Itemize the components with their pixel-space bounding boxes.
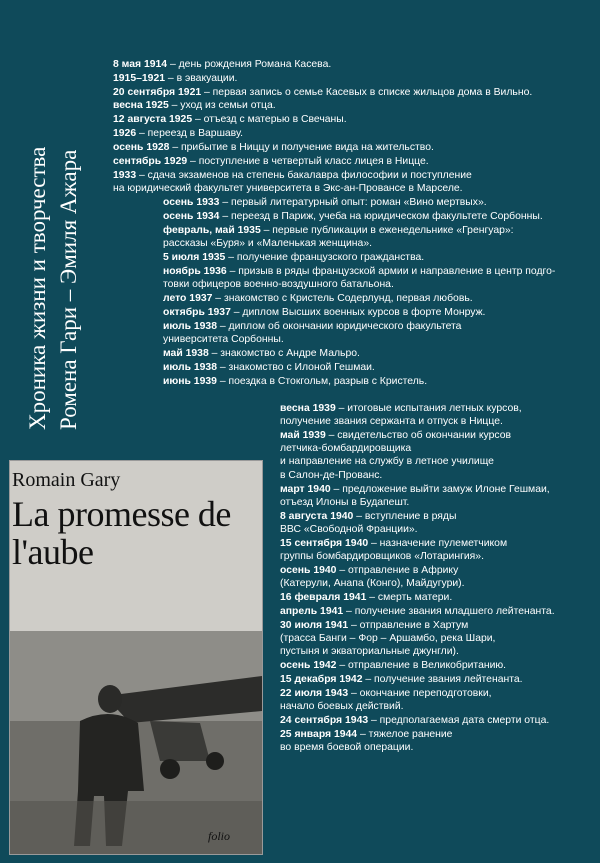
chronology-entry-first-line	[113, 155, 429, 168]
chronology-text: – отправление в Хартум	[348, 620, 469, 631]
chronology-entry-line	[280, 550, 507, 563]
chronology-date: 8 мая 1914	[113, 59, 168, 70]
chronology-date: май 1939	[280, 430, 326, 441]
chronology-text: ВВС «Свободной Франции».	[280, 524, 418, 536]
chronology-text: – знакомство с Кристель Содерлунд, первая любовь.	[212, 293, 473, 304]
chronology-entry-line	[163, 333, 461, 346]
chronology-text: – итоговые испытания летных курсов,	[335, 403, 522, 414]
chronology-entry-first-line	[113, 86, 532, 99]
chronology-text: – тяжелое ранение	[357, 729, 453, 740]
chronology-entry-line	[280, 455, 511, 468]
chronology-text: – в эвакуации.	[165, 73, 238, 84]
chronology-text: рассказы «Буря» и «Маленькая женщина».	[163, 238, 372, 250]
chronology-date: апрель 1941	[280, 606, 344, 617]
chronology-entry-first-line	[163, 265, 555, 278]
cover-title-line-1: La promesse de	[12, 494, 231, 534]
chronology-date: 5 июля 1935	[163, 252, 226, 263]
chronology-date: лето 1937	[163, 293, 213, 304]
chronology-entry-first-line	[163, 320, 461, 333]
chronology-entry-first-line	[280, 714, 549, 727]
chronology-entry	[113, 127, 243, 140]
chronology-text: – предложение выйти замуж Илоне Гешмаи,	[330, 484, 550, 495]
chronology-date: сентябрь 1929	[113, 156, 188, 167]
chronology-date: 1933	[113, 170, 137, 181]
chronology-entry-first-line	[280, 605, 555, 618]
chronology-text: – диплом об окончании юридического факультета	[217, 321, 462, 332]
chronology-entry-first-line	[163, 347, 360, 360]
chronology-text: и направление на службу в летное училище	[280, 456, 494, 468]
chronology-text: – переезд в Варшаву.	[136, 128, 244, 139]
chronology-date: 24 сентября 1943	[280, 715, 369, 726]
chronology-text: – переезд в Париж, учеба на юридическом факультете Сорбонны.	[219, 211, 543, 222]
chronology-date: март 1940	[280, 484, 331, 495]
chronology-text: университета Сорбонны.	[163, 334, 284, 346]
chronology-date: 1926	[113, 128, 137, 139]
chronology-text: получение звания сержанта и отпуск в Ницце.	[280, 416, 503, 428]
chronology-entry-first-line	[113, 72, 237, 85]
chronology-entry	[280, 687, 492, 713]
chronology-text: – призыв в ряды французской армии и направление в центр подго-	[226, 266, 556, 277]
chronology-entry-first-line	[163, 292, 473, 305]
chronology-date: июль 1938	[163, 321, 217, 332]
chronology-date: ноябрь 1936	[163, 266, 227, 277]
chronology-entry	[280, 510, 456, 536]
chronology-entry	[163, 361, 375, 374]
chronology-text: начало боевых действий.	[280, 701, 404, 713]
chronology-date: июль 1938	[163, 362, 217, 373]
chronology-entry	[280, 673, 523, 686]
chronology-entry-first-line	[163, 196, 487, 209]
chronology-text: в Салон-де-Прованс.	[280, 469, 383, 481]
chronology-entry-line	[280, 577, 465, 590]
chronology-entry-first-line	[163, 361, 375, 374]
chronology-entry	[113, 72, 237, 85]
chronology-text: – поступление в четвертый класс лицея в Ницце.	[187, 156, 429, 167]
chronology-text: – вступление в ряды	[353, 511, 457, 522]
cover-author: Romain Gary	[12, 469, 121, 491]
chronology-text: – поездка в Стокгольм, разрыв с Кристель.	[216, 376, 428, 387]
chronology-entry	[163, 347, 360, 360]
chronology-text: товки офицеров военно-воздушного батальона.	[163, 279, 394, 291]
chronology-entry	[280, 591, 452, 604]
chronology-text: – отправление в Великобританию.	[336, 660, 507, 671]
chronology-entry-first-line	[113, 127, 243, 140]
chronology-date: 12 августа 1925	[113, 114, 193, 125]
chronology-text: – предполагаемая дата смерти отца.	[368, 715, 550, 726]
chronology-entry-line	[280, 496, 550, 509]
chronology-text: на юридический факультет университета в Экс-ан-Провансе в Марселе.	[113, 183, 463, 195]
cover-title-line-2: l'aube	[12, 532, 94, 572]
chronology-entry	[280, 537, 507, 563]
chronology-entry-first-line	[113, 58, 331, 71]
publisher-logo: folio	[207, 829, 230, 843]
chronology-entry-first-line	[113, 99, 276, 112]
chronology-entry-first-line	[113, 141, 434, 154]
chronology-date: июнь 1939	[163, 376, 217, 387]
chronology-entry	[113, 155, 429, 168]
chronology-date: февраль, май 1935	[163, 225, 261, 236]
chronology-entry	[113, 58, 331, 71]
chronology-text: – диплом Высших военных курсов в форте Монруж.	[230, 307, 486, 318]
chronology-text: – первые публикации в еженедельнике «Гренгуар»:	[260, 225, 514, 236]
chronology-text: (Катерули, Анапа (Конго), Майдугури).	[280, 578, 465, 590]
chronology-date: 8 августа 1940	[280, 511, 354, 522]
chronology-entry-first-line	[113, 169, 472, 182]
chronology-entry	[280, 659, 506, 672]
chronology-entry-first-line	[163, 224, 514, 237]
chronology-entry-line	[163, 278, 555, 291]
chronology-entry-line	[113, 182, 472, 195]
chronology-text: – получение звания лейтенанта.	[362, 674, 523, 685]
chronology-text: – отправление в Африку	[336, 565, 459, 576]
chronology-entry	[113, 86, 532, 99]
chronology-entry-first-line	[280, 564, 465, 577]
chronology-entry	[163, 375, 427, 388]
chronology-text: – отъезд с матерью в Свечаны.	[192, 114, 347, 125]
chronology-entry-first-line	[163, 251, 424, 264]
chronology-date: 15 декабря 1942	[280, 674, 363, 685]
chronology-date: октябрь 1937	[163, 307, 231, 318]
chronology-text: группы бомбардировщиков «Лотарингия».	[280, 551, 484, 563]
chronology-entry-first-line	[280, 483, 550, 496]
vertical-title-line-1: Хроника жизни и творчества	[25, 146, 50, 430]
chronology-date: осень 1934	[163, 211, 220, 222]
book-cover	[9, 460, 263, 855]
chronology-entry	[280, 714, 549, 727]
chronology-entry-line	[280, 632, 495, 645]
chronology-date: осень 1933	[163, 197, 220, 208]
chronology-entry-line	[280, 442, 511, 455]
chronology-entry	[163, 251, 424, 264]
chronology-entry	[280, 605, 555, 618]
chronology-text: – первая запись о семье Касевых в списке жильцов дома в Вильно.	[201, 87, 533, 98]
chronology-entry	[113, 169, 472, 195]
chronology-date: май 1938	[163, 348, 209, 359]
chronology-entry	[280, 402, 522, 428]
chronology-date: 22 июля 1943	[280, 688, 349, 699]
chronology-date: 20 сентября 1921	[113, 87, 202, 98]
chronology-text: – назначение пулеметчиком	[368, 538, 508, 549]
chronology-text: – первый литературный опыт: роман «Вино мертвых».	[219, 197, 487, 208]
chronology-text: – окончание переподготовки,	[348, 688, 492, 699]
chronology-entry-first-line	[280, 673, 523, 686]
chronology-entry	[280, 429, 511, 482]
chronology-text: (трасса Банги – Фор – Аршамбо, река Шари,	[280, 633, 496, 645]
chronology-date: 16 февраля 1941	[280, 592, 367, 603]
chronology-entry-first-line	[280, 619, 495, 632]
chronology-date: 15 сентября 1940	[280, 538, 369, 549]
chronology-entry	[113, 99, 276, 112]
chronology-text: пустыня и экваториальные джунгли).	[280, 646, 459, 658]
chronology-entry-line	[163, 237, 514, 250]
chronology-text: – знакомство с Андре Мальро.	[208, 348, 360, 359]
chronology-entry-first-line	[163, 375, 427, 388]
chronology-text: – смерть матери.	[366, 592, 453, 603]
chronology-text: отъезд Илоны в Будапешт.	[280, 497, 410, 509]
chronology-entry-line	[280, 645, 495, 658]
chronology-date: весна 1925	[113, 100, 169, 111]
chronology-entry-line	[280, 700, 492, 713]
chronology-text: – прибытие в Ниццу и получение вида на жительство.	[169, 142, 434, 153]
chronology-entry-line	[280, 523, 456, 536]
chronology-entry	[163, 292, 473, 305]
chronology-date: 30 июля 1941	[280, 620, 349, 631]
chronology-date: 1915–1921	[113, 73, 166, 84]
chronology-entry	[163, 320, 461, 346]
chronology-text: – получение французского гражданства.	[225, 252, 425, 263]
chronology-text: – день рождения Романа Касева.	[167, 59, 332, 70]
chronology-entry	[163, 265, 555, 291]
chronology-entry-line	[280, 741, 452, 754]
chronology-date: весна 1939	[280, 403, 336, 414]
chronology-entry-line	[280, 469, 511, 482]
vertical-title-line-2: Ромена Гари – Эмиля Ажара	[56, 149, 81, 430]
chronology-entry-first-line	[280, 429, 511, 442]
chronology-entry	[163, 306, 485, 319]
chronology-entry	[163, 224, 514, 250]
chronology-entry	[280, 619, 495, 659]
chronology-entry	[280, 728, 452, 754]
chronology-entry-first-line	[280, 728, 452, 741]
chronology-text: – свидетельство об окончании курсов	[325, 430, 511, 441]
chronology-date: осень 1940	[280, 565, 337, 576]
chronology-entry-first-line	[163, 210, 543, 223]
chronology-text: – уход из семьи отца.	[168, 100, 276, 111]
chronology-entry-first-line	[280, 537, 507, 550]
chronology-entry	[280, 483, 550, 509]
chronology-entry	[280, 564, 465, 590]
chronology-entry	[113, 141, 434, 154]
chronology-entry-first-line	[280, 402, 522, 415]
chronology-entry-line	[280, 415, 522, 428]
chronology-date: осень 1942	[280, 660, 337, 671]
chronology-entry-first-line	[280, 591, 452, 604]
chronology-entry-first-line	[280, 659, 506, 672]
chronology-text: во время боевой операции.	[280, 742, 414, 754]
cover-title	[12, 495, 231, 571]
chronology-date: 25 января 1944	[280, 729, 358, 740]
chronology-entry-first-line	[163, 306, 485, 319]
chronology-entry	[113, 113, 347, 126]
chronology-entry-first-line	[280, 510, 456, 523]
chronology-date: осень 1928	[113, 142, 170, 153]
chronology-entry-first-line	[113, 113, 347, 126]
chronology-entry	[163, 196, 487, 209]
chronology-text: – знакомство с Илоной Гешмаи.	[217, 362, 375, 373]
chronology-text: летчика-бомбардировщика	[280, 443, 412, 455]
chronology-text: – получение звания младшего лейтенанта.	[343, 606, 555, 617]
chronology-text: – сдача экзаменов на степень бакалавра философии и поступление	[136, 170, 472, 181]
chronology-entry	[163, 210, 543, 223]
chronology-entry-first-line	[280, 687, 492, 700]
